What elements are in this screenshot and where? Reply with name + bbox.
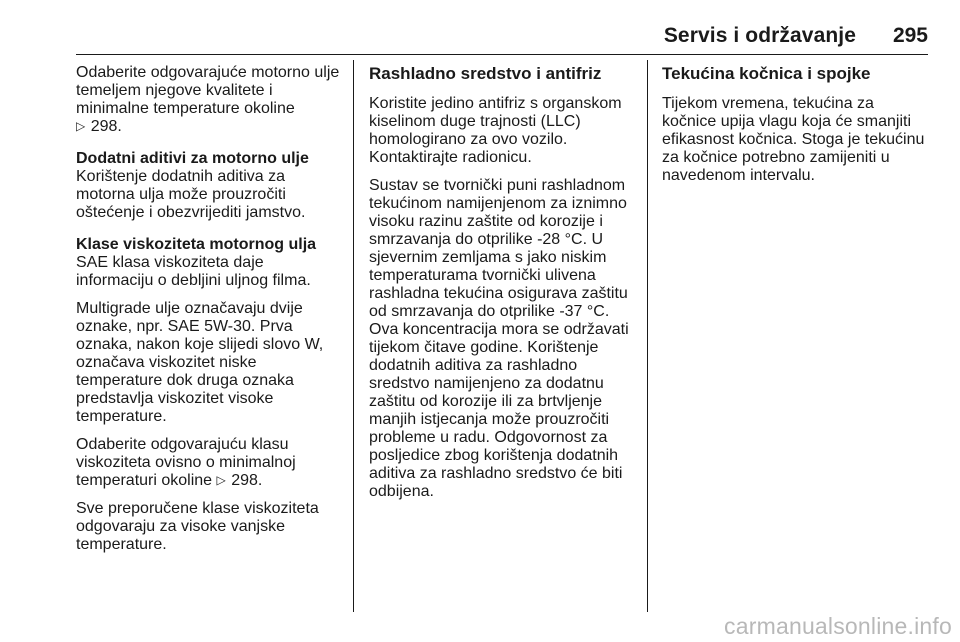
- coolant-paragraph-2: Sustav se tvornički puni rashladnom tekućinom namijenjenom za iznimno visoku razinu zaštite od korozije i smrzavanja do otprilike -28 °C. U sjevernim zemljama s jako niskim temperaturama tvornički ulivena rashladna tekućina osigurava zaštitu od smrzavanja do otprilike -37 °C. Ova koncentracija mora se održavati tijekom čitave godine. Korištenje dodatnih aditiva za rashladno sredstvo namijenjeno za dodatnu zaštitu od korozije ili za brtvljenje manjih istjecanja može prouzročiti probleme u radu. Odgovornost za posljedice zbog korištenja dodatnih aditiva za rashladno sredstvo će biti odbijena.: [369, 177, 629, 500]
- header-rule: [76, 54, 928, 55]
- page-title: Servis i održavanje: [663, 24, 856, 47]
- viscosity-selection-paragraph: [76, 436, 350, 490]
- column-brake-fluid: [662, 64, 930, 195]
- multigrade-paragraph: Multigrade ulje označavaju dvije oznake, npr. SAE 5W-30. Prva oznaka, nakon koje slijedi slovo W, označava viskozitet niske temperature dok druga oznaka predstavlja viskozitet visoke temperature.: [76, 300, 324, 425]
- viscosity-selection-text: Odaberite odgovarajuću klasu viskoziteta ovisno o minimalnoj temperaturi okoline: [76, 436, 296, 489]
- column-engine-oil: [76, 64, 350, 564]
- brake-fluid-paragraph: Tijekom vremena, tekućina za kočnice upija vlagu koja će smanjiti efikasnost kočnica. Stoga je tekućinu za kočnice potrebno zamijeniti u navedenom intervalu.: [662, 95, 925, 184]
- coolant-paragraph-1: Koristite jedino antifriz s organskom kiselinom duge trajnosti (LLC) homologirano za ovo vozilo. Kontaktirajte radionicu.: [369, 95, 622, 166]
- page-number: 295: [892, 24, 928, 47]
- sae-class-paragraph: SAE klasa viskoziteta daje informaciju o debljini uljnog filma.: [76, 254, 311, 289]
- oil-selection-text: Odaberite odgovarajuće motorno ulje temeljem njegove kvalitete i minimalne temperature okoline: [76, 64, 340, 117]
- page-header: [0, 24, 928, 54]
- page-ref-link-298-second[interactable]: 298.: [231, 472, 263, 489]
- watermark-text: carmanualsonline.info: [724, 613, 952, 639]
- column-coolant: [369, 64, 637, 511]
- oil-additives-paragraph: Korištenje dodatnih aditiva za motorna ulja može prouzročiti oštećenje i obezvrijediti jamstvo.: [76, 168, 306, 221]
- brake-fluid-heading: Tekućina kočnica i spojke: [662, 64, 871, 83]
- oil-additives-heading: Dodatni aditivi za motorno ulje: [76, 150, 309, 167]
- column-divider-left: [353, 60, 354, 612]
- oil-selection-paragraph: [76, 64, 350, 136]
- coolant-heading: Rashladno sredstvo i antifriz: [369, 64, 602, 83]
- triangle-right-icon: ▷: [216, 473, 226, 487]
- triangle-right-icon: ▷: [76, 119, 86, 133]
- viscosity-classes-heading: Klase viskoziteta motornog ulja: [76, 236, 317, 253]
- column-divider-right: [647, 60, 648, 612]
- recommended-viscosity-paragraph: Sve preporučene klase viskoziteta odgovaraju za visoke vanjske temperature.: [76, 500, 319, 553]
- page-ref-link-298[interactable]: 298.: [90, 118, 122, 135]
